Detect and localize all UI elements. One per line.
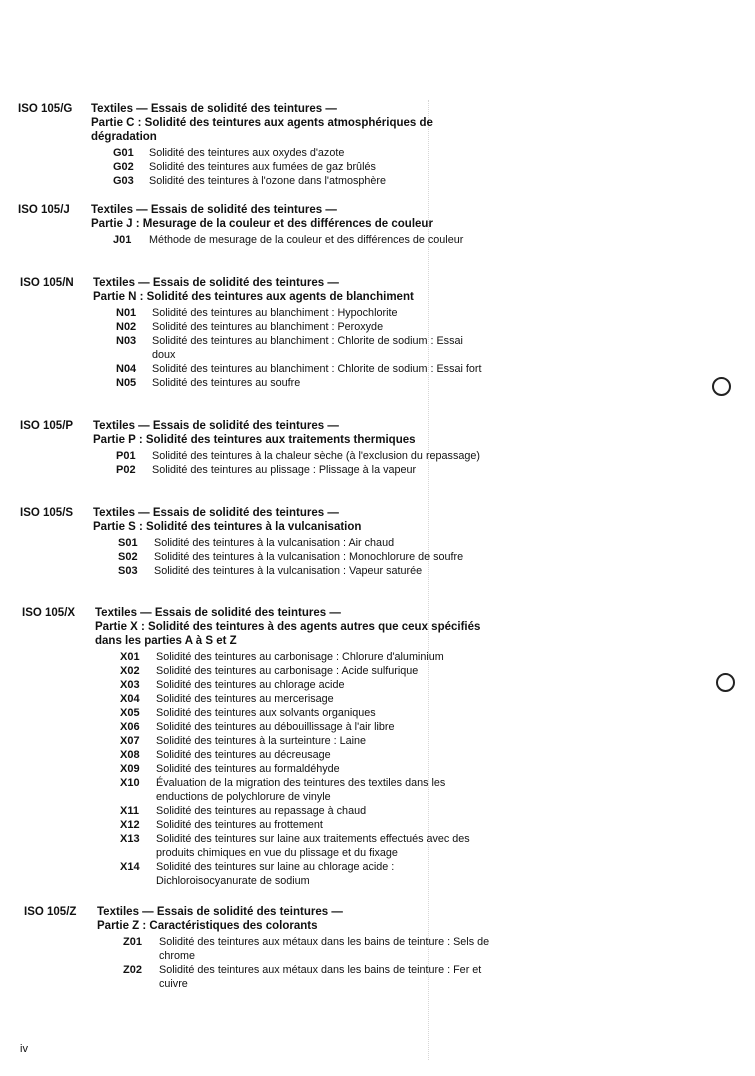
standard-number: ISO 105/J [18,204,70,216]
standard-section [20,419,490,477]
standard-section [24,905,494,991]
item-description: Solidité des teintures au carbonisage : Chlorure d'aluminium [156,651,444,663]
item-code: X07 [120,735,140,747]
item-description: Solidité des teintures à la surteinture : Laine [156,735,367,747]
item-code: S02 [118,551,138,563]
section-heading [97,905,494,933]
section-title: Textiles — Essais de solidité des teintures — [93,277,339,289]
list-item [116,463,490,477]
item-code: G03 [113,175,134,187]
item-description: Solidité des teintures au carbonisage : Acide sulfurique [156,665,419,677]
list-item [116,306,490,320]
item-description: Solidité des teintures sur laine au chlorage acide : Dichloroisocyanurate de sodium [156,861,395,887]
item-code: J01 [113,234,132,246]
list-item [120,734,492,748]
section-items [118,536,490,578]
item-description: Solidité des teintures aux oxydes d'azote [149,147,345,159]
list-item [120,818,492,832]
item-code: X14 [120,861,140,873]
section-items [116,449,490,477]
list-item [120,664,492,678]
page-number: iv [20,1043,28,1055]
standard-number: ISO 105/S [20,507,74,519]
item-description: Solidité des teintures à la vulcanisation : Air chaud [154,537,395,549]
list-item [116,376,490,390]
item-code: X13 [120,833,140,845]
item-code: X01 [120,651,140,663]
item-description: Solidité des teintures au soufre [152,377,301,389]
item-description: Solidité des teintures au mercerisage [156,693,334,705]
section-title: Textiles — Essais de solidité des teintures — [93,507,339,519]
section-heading [91,203,488,231]
list-item [116,362,490,376]
list-item [118,550,490,564]
item-description: Solidité des teintures aux solvants organiques [156,707,376,719]
item-code: P01 [116,450,136,462]
section-title: Textiles — Essais de solidité des teintures — [93,420,339,432]
section-part: Partie C : Solidité des teintures aux agents atmosphériques de dégradation [91,117,433,143]
item-code: G01 [113,147,134,159]
section-heading [93,506,490,534]
list-item [120,650,492,664]
item-code: X08 [120,749,140,761]
list-item [118,536,490,550]
item-code: Z02 [123,964,142,976]
item-description: Solidité des teintures au formaldéhyde [156,763,340,775]
section-items [116,306,490,390]
item-code: X12 [120,819,140,831]
item-description: Solidité des teintures au plissage : Plissage à la vapeur [152,464,417,476]
list-item [123,935,494,963]
section-heading [91,102,488,144]
item-code: S01 [118,537,138,549]
list-item [120,832,492,860]
section-heading [93,276,490,304]
section-heading [95,606,492,648]
standard-number: ISO 105/X [22,607,76,619]
section-items [113,233,488,247]
item-code: N01 [116,307,137,319]
section-heading [93,419,490,447]
list-item [118,564,490,578]
section-part: Partie N : Solidité des teintures aux agents de blanchiment [93,291,414,303]
item-code: X03 [120,679,140,691]
list-item [113,233,488,247]
list-item [113,174,488,188]
list-item [120,860,492,888]
list-item [113,160,488,174]
standard-number: ISO 105/N [20,277,74,289]
item-code: P02 [116,464,136,476]
standard-section [20,506,490,578]
item-code: N02 [116,321,137,333]
list-item [120,720,492,734]
item-description: Solidité des teintures à la vulcanisation : Monochlorure de soufre [154,551,464,563]
list-item [123,963,494,991]
section-items [123,935,494,991]
item-description: Solidité des teintures aux fumées de gaz brûlés [149,161,376,173]
section-part: Partie P : Solidité des teintures aux traitements thermiques [93,434,416,446]
list-item [116,320,490,334]
standard-section [18,203,488,247]
item-description: Solidité des teintures au repassage à chaud [156,805,367,817]
item-description: Solidité des teintures à la chaleur sèche (à l'exclusion du repassage) [152,450,480,462]
standard-number: ISO 105/Z [24,906,77,918]
list-item [120,678,492,692]
section-items [113,146,488,188]
section-title: Textiles — Essais de solidité des teintures — [97,906,343,918]
item-description: Solidité des teintures au débouillissage à l'air libre [156,721,395,733]
standard-section [18,102,488,188]
item-code: S03 [118,565,138,577]
standard-section [20,276,490,390]
item-description: Solidité des teintures au chlorage acide [156,679,345,691]
item-code: N04 [116,363,137,375]
section-items [120,650,492,888]
item-code: X06 [120,721,140,733]
punch-hole-lower [716,673,735,692]
list-item [120,804,492,818]
standard-number: ISO 105/G [18,103,73,115]
item-description: Solidité des teintures aux métaux dans les bains de teinture : Sels de chrome [159,936,490,962]
item-description: Solidité des teintures au blanchiment : Peroxyde [152,321,384,333]
item-code: X04 [120,693,140,705]
item-description: Méthode de mesurage de la couleur et des différences de couleur [149,234,464,246]
standard-section [22,606,492,888]
list-item [116,334,490,362]
section-title: Textiles — Essais de solidité des teintures — [91,103,337,115]
item-code: X10 [120,777,140,789]
item-code: Z01 [123,936,142,948]
list-item [113,146,488,160]
item-description: Solidité des teintures au blanchiment : Chlorite de sodium : Essai fort [152,363,482,375]
item-description: Solidité des teintures à la vulcanisation : Vapeur saturée [154,565,423,577]
item-code: G02 [113,161,134,173]
section-part: Partie Z : Caractéristiques des colorants [97,920,318,932]
item-description: Évaluation de la migration des teintures des textiles dans les enductions de polychlorure de vinyle [156,777,446,803]
item-description: Solidité des teintures au blanchiment : Chlorite de sodium : Essai doux [152,335,463,361]
item-code: X09 [120,763,140,775]
item-code: N03 [116,335,137,347]
punch-hole-upper [712,377,731,396]
list-item [120,762,492,776]
section-title: Textiles — Essais de solidité des teintures — [91,204,337,216]
item-code: X11 [120,805,139,817]
item-description: Solidité des teintures à l'ozone dans l'atmosphère [149,175,386,187]
section-part: Partie J : Mesurage de la couleur et des différences de couleur [91,218,433,230]
item-description: Solidité des teintures sur laine aux traitements effectués avec des produits chimiques en vue du plissage et du fixage [156,833,470,859]
list-item [120,776,492,804]
item-description: Solidité des teintures au blanchiment : Hypochlorite [152,307,398,319]
standard-number: ISO 105/P [20,420,74,432]
list-item [120,692,492,706]
item-code: N05 [116,377,137,389]
item-description: Solidité des teintures aux métaux dans les bains de teinture : Fer et cuivre [159,964,482,990]
item-description: Solidité des teintures au frottement [156,819,323,831]
section-part: Partie X : Solidité des teintures à des agents autres que ceux spécifiés dans les parties A à S et Z [95,621,481,647]
section-title: Textiles — Essais de solidité des teintures — [95,607,341,619]
list-item [116,449,490,463]
list-item [120,748,492,762]
item-code: X05 [120,707,140,719]
list-item [120,706,492,720]
section-part: Partie S : Solidité des teintures à la vulcanisation [93,521,362,533]
item-description: Solidité des teintures au décreusage [156,749,331,761]
item-code: X02 [120,665,140,677]
